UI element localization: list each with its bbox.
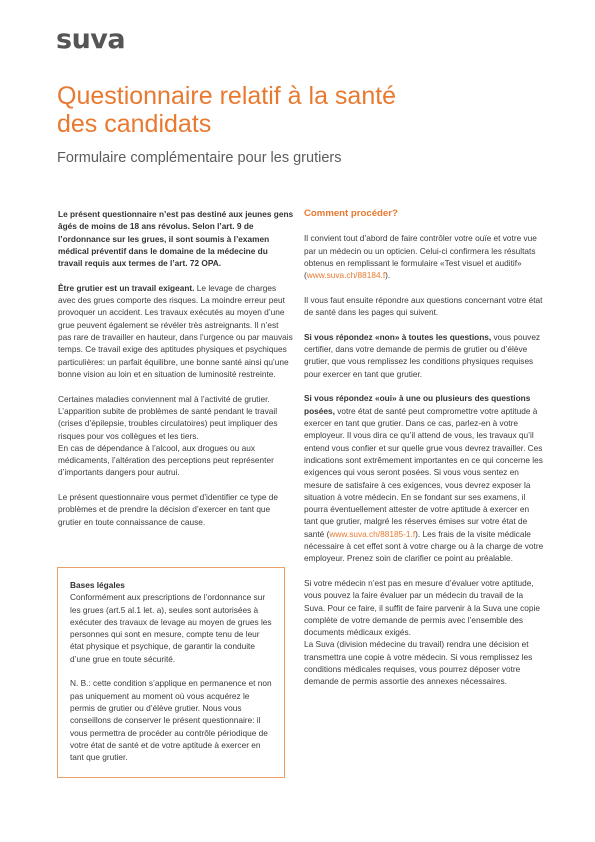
requirements-paragraph: Être grutier est un travail exigeant. Le levage de charges avec des grues comporte des risques. La moindre erreur peut provoquer un accident. Les travaux exécutés au moyen d’une grue peuvent également se révéler très astreignants. Il n’est pas rare de travailler en hauteur, dans l’urgence ou par mauvais temps. Ce travail exige des aptitudes physiques et psychiques particulières: un parfait équilibre, une bonne santé ainsi qu’une bonne vision au loin et en situation de luminosité restreinte. — [58, 282, 293, 379]
occupational-doctor-paragraph: Si votre médecin n’est pas en mesure d’évaluer votre aptitude, vous pouvez la faire évaluer par un médecin du travail de la Suva. Pour ce faire, il suffit de faire parvenir à la Suva une copie complète de votre demande de permis avec l’ensemble des documents médicaux exigés. La Suva (division médecine du travail) rendra une décision et transmettra une copie à votre médecin. Si vous remplissez les conditions médicales requises, vous pourrez déposer votre demande de permis assortie des annexes nécessaires. — [304, 577, 540, 687]
procedure-heading: Comment procéder? — [304, 208, 398, 219]
page-subtitle: Formulaire complémentaire pour les grutiers — [57, 150, 342, 166]
right-column — [304, 208, 544, 700]
left-column — [58, 208, 294, 540]
illness-paragraph: Certaines maladies conviennent mal à l’activité de grutier. L’apparition subite de problèmes de santé pendant le travail (crises d’épilepsie, troubles circulatoires) peut impliquer des risques pour vos collègues et les tiers. En cas de dépendance à l’alcool, aux drogues ou aux médicaments, l’altération des perceptions peut représenter d’importants dangers pour autrui. — [58, 393, 278, 478]
intro-paragraph: Le présent questionnaire n’est pas destiné aux jeunes gens âgés de moins de 18 ans révolus. Selon l’art. 9 de l’ordonnance sur les grues, il sont soumis à l’examen médical préventif dans le domaine de la médecine du travail requis aux termes de l’art. 72 OPA. — [58, 209, 294, 269]
purpose-paragraph: Le présent questionnaire vous permet d’identifier ce type de problèmes et de prendre la décision d’exercer en tant que grutier en toute connaissance de cause. — [58, 492, 279, 527]
suva-logo: suva — [56, 24, 126, 55]
nb-paragraph: N. B.: cette condition s’applique en permanence et non pas uniquement au moment où vous acquérez le permis de grutier ou d’élève grutier. Nous vous conseillons de conserver le présent questionnaire: il vous permettra de procéder au contrôle périodique de votre état de santé et de votre aptitude à exercer en tant que grutier. — [70, 678, 272, 763]
answer-no-paragraph: Si vous répondez «non» à toutes les questions, vous pouvez certifier, dans votre demande de permis de grutier ou d’élève grutier, que vous remplissez les conditions physiques requises pour exercer en tant que grutier. — [304, 331, 541, 379]
answer-yes-paragraph: Si vous répondez «oui» à une ou plusieurs des questions posées, votre état de santé peut compromettre votre aptitude à exercer en tant que grutier. Dans ce cas, parlez-en à votre employeur. Il vous dira ce qu’il attend de vous, les travaux qu’il entend vous confier et sur quelle grue vous devrez travailler. Ces indications sont extrêmement importantes en ce qui concerne les exigences qui vous seront posées. Si vous vous sentez en mesure de satisfaire à ces exigences, vous devrez exposer la situation à votre médecin. En se fondant sur ses examens, il pourra éventuellement attester de votre aptitude à exercer en tant que grutier, malgré les réserves émises sur votre état de santé (www.suva.ch/88185-1.f). Les frais de la visite médicale nécessaire à cet effet sont à votre charge ou à la charge de votre employeur. Prenez soin de clarifier ce point au préalable. — [304, 393, 544, 564]
form-88184-link[interactable]: www.suva.ch/88184.f — [306, 270, 386, 281]
requirements-lead: Être grutier est un travail exigeant. — [58, 282, 195, 293]
legal-basis-box — [57, 567, 285, 778]
answer-questions-paragraph: Il vous faut ensuite répondre aux questions concernant votre état de santé dans les pages qui suivent. — [304, 294, 543, 318]
legal-basis-title: Bases légales — [70, 580, 125, 590]
legal-basis-paragraph: Conformément aux prescriptions de l’ordonnance sur les grues (art.5 al.1 let. a), seules sont autorisées à exécuter des travaux de levage au moyen de grues les personnes qui sont en mesure, compte tenu de leur état physique et psychique, de garantir la conduite d’une grue en toute sécurité. — [70, 592, 272, 664]
vision-hearing-paragraph: Il convient tout d’abord de faire contrôler votre ouïe et votre vue par un médecin ou un opticien. Celui-ci confirmera les résultats obtenus en remplissant le formulaire «Test visuel et auditif» (www.suva.ch/88184.f). — [304, 233, 537, 281]
page-title: Questionnaire relatif à la santé des candidats — [57, 82, 397, 138]
form-88185-link[interactable]: www.suva.ch/88185-1.f — [329, 528, 416, 539]
